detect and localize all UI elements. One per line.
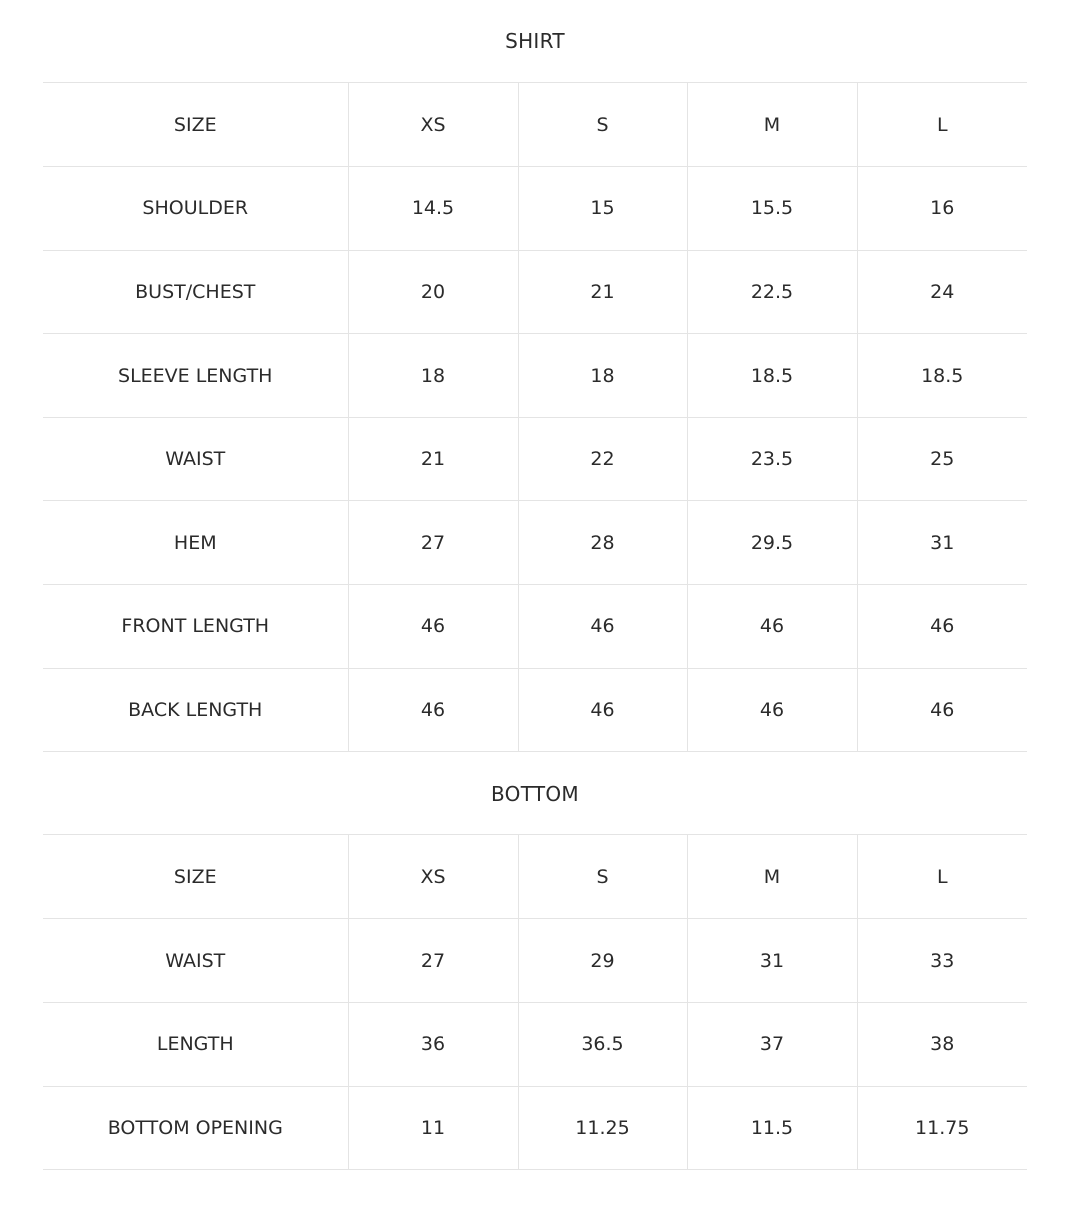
measurement-value-cell: 16 [857,167,1027,251]
column-header-cell: M [687,835,857,919]
table-row [43,250,1027,334]
table-row [43,668,1027,752]
table-row [43,1002,1027,1086]
shirt-size-table [43,83,1027,752]
measurement-value-cell: 31 [687,919,857,1003]
measurement-label-cell: FRONT LENGTH [43,585,348,669]
measurement-value-cell: 21 [518,250,687,334]
measurement-value-cell: 18.5 [857,334,1027,418]
column-header-cell: L [857,83,1027,167]
measurement-label-cell: SLEEVE LENGTH [43,334,348,418]
measurement-value-cell: 18 [348,334,518,418]
measurement-value-cell: 29.5 [687,501,857,585]
measurement-value-cell: 22.5 [687,250,857,334]
measurement-value-cell: 38 [857,1002,1027,1086]
table-row [43,1086,1027,1170]
measurement-value-cell: 11 [348,1086,518,1170]
column-header-cell: L [857,835,1027,919]
table-row [43,417,1027,501]
table-row [43,501,1027,585]
measurement-value-cell: 37 [687,1002,857,1086]
table-row [43,585,1027,669]
measurement-value-cell: 27 [348,501,518,585]
measurement-value-cell: 22 [518,417,687,501]
column-header-cell: SIZE [43,835,348,919]
measurement-label-cell: BUST/CHEST [43,250,348,334]
bottom-table-body [43,835,1027,1169]
measurement-value-cell: 31 [857,501,1027,585]
measurement-value-cell: 46 [687,668,857,752]
measurement-value-cell: 28 [518,501,687,585]
table-row [43,334,1027,418]
measurement-value-cell: 11.75 [857,1086,1027,1170]
bottom-size-table [43,835,1027,1170]
measurement-label-cell: SHOULDER [43,167,348,251]
column-header-cell: XS [348,835,518,919]
measurement-label-cell: WAIST [43,919,348,1003]
measurement-value-cell: 46 [348,585,518,669]
measurement-label-cell: LENGTH [43,1002,348,1086]
measurement-value-cell: 46 [518,668,687,752]
column-header-cell: S [518,835,687,919]
measurement-value-cell: 29 [518,919,687,1003]
measurement-value-cell: 46 [518,585,687,669]
measurement-value-cell: 27 [348,919,518,1003]
measurement-value-cell: 36 [348,1002,518,1086]
measurement-value-cell: 14.5 [348,167,518,251]
table-row [43,919,1027,1003]
table-row [43,167,1027,251]
measurement-value-cell: 46 [687,585,857,669]
measurement-value-cell: 20 [348,250,518,334]
measurement-value-cell: 15 [518,167,687,251]
column-header-cell: XS [348,83,518,167]
measurement-value-cell: 11.25 [518,1086,687,1170]
shirt-section-title: SHIRT [43,0,1027,83]
column-header-cell: S [518,83,687,167]
measurement-value-cell: 24 [857,250,1027,334]
measurement-label-cell: BOTTOM OPENING [43,1086,348,1170]
column-header-cell: SIZE [43,83,348,167]
measurement-value-cell: 23.5 [687,417,857,501]
measurement-value-cell: 11.5 [687,1086,857,1170]
measurement-value-cell: 18.5 [687,334,857,418]
measurement-value-cell: 33 [857,919,1027,1003]
measurement-label-cell: HEM [43,501,348,585]
bottom-section-title: BOTTOM [43,752,1027,835]
measurement-value-cell: 36.5 [518,1002,687,1086]
measurement-value-cell: 46 [348,668,518,752]
shirt-header-row [43,83,1027,167]
measurement-value-cell: 15.5 [687,167,857,251]
measurement-value-cell: 18 [518,334,687,418]
measurement-label-cell: BACK LENGTH [43,668,348,752]
measurement-value-cell: 21 [348,417,518,501]
measurement-value-cell: 25 [857,417,1027,501]
shirt-table-body [43,83,1027,752]
measurement-value-cell: 46 [857,585,1027,669]
bottom-header-row [43,835,1027,919]
measurement-value-cell: 46 [857,668,1027,752]
measurement-label-cell: WAIST [43,417,348,501]
column-header-cell: M [687,83,857,167]
size-chart [43,0,1027,1170]
